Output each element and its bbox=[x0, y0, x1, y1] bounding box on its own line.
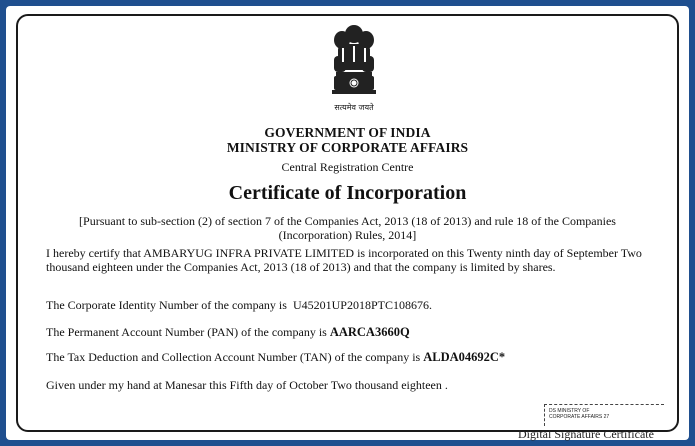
certificate-title: Certificate of Incorporation bbox=[228, 182, 467, 204]
pan-line bbox=[46, 325, 658, 339]
issuer-block bbox=[18, 125, 677, 155]
cin-line bbox=[46, 298, 658, 312]
certification-paragraph: I hereby certify that AMBARYUG INFRA PRIVATE LIMITED is incorporated on this Twenty ninth day of September Two thousand eighteen under the Companies Act, 2013 (18 of 2013) and that the company is limited by shares. bbox=[46, 246, 642, 274]
pursuant-clause: [Pursuant to sub-section (2) of section 7 of the Companies Act, 2013 (18 of 2013) and rule 18 of the Companies (Incorporation) Rules, 2014] bbox=[79, 214, 616, 242]
pan-label: The Permanent Account Number (PAN) of the company is bbox=[46, 325, 327, 339]
pan-value: AARCA3660Q bbox=[329, 325, 410, 339]
ministry-heading: MINISTRY OF CORPORATE AFFAIRS bbox=[226, 140, 469, 155]
stamp-line-2: CORPORATE AFFAIRS 27 bbox=[549, 414, 610, 420]
page-frame bbox=[6, 6, 689, 440]
stamp-line-1: DS MINISTRY OF bbox=[549, 408, 590, 414]
given-paragraph: Given under my hand at Manesar this Fifth day of October Two thousand eighteen . bbox=[46, 378, 448, 392]
cin-value: U45201UP2018PTC108676. bbox=[292, 298, 432, 312]
tan-line bbox=[46, 350, 658, 364]
government-heading: GOVERNMENT OF INDIA bbox=[264, 125, 431, 140]
national-emblem-icon bbox=[324, 20, 384, 116]
tan-label: The Tax Deduction and Collection Account Number (TAN) of the company is bbox=[46, 350, 421, 364]
digital-signature-stamp bbox=[544, 404, 664, 426]
tan-value: ALDA04692C* bbox=[423, 350, 506, 364]
digital-signature-label: Digital Signature Certificate bbox=[518, 427, 654, 441]
certificate-document bbox=[16, 14, 679, 441]
emblem-motto: सत्यमेव जयते bbox=[334, 103, 374, 112]
registration-centre: Central Registration Centre bbox=[281, 160, 414, 174]
cin-label: The Corporate Identity Number of the company is bbox=[46, 298, 287, 312]
